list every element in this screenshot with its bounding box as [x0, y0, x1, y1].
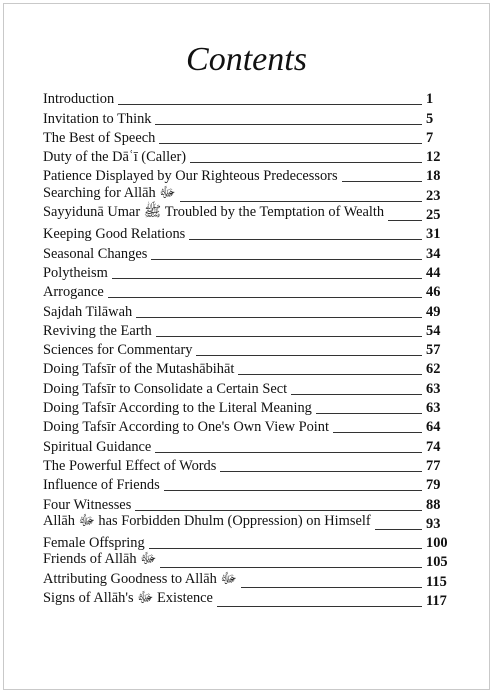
- toc-entry[interactable]: [43, 591, 456, 610]
- toc-entry-page-number: 79: [426, 477, 441, 494]
- toc-entry-page-number: 34: [426, 245, 441, 262]
- toc-entry[interactable]: [43, 224, 456, 243]
- toc-entry[interactable]: [43, 378, 456, 397]
- toc-entry-title: Sayyidunā Umar ﷺ Troubled by the Temptation of Wealth: [43, 204, 385, 221]
- page-title: Contents: [186, 41, 307, 78]
- toc-entry-title: Arrogance: [43, 284, 104, 301]
- toc-entry-title: Doing Tafsīr According to One's Own View Point: [43, 419, 329, 436]
- dot-leader-line: [375, 529, 422, 530]
- toc-entry-page-number: 74: [426, 438, 441, 455]
- dot-leader-line: [217, 606, 422, 607]
- toc-entry-title: Invitation to Think: [43, 110, 152, 127]
- dot-leader-line: [159, 143, 422, 144]
- toc-entry[interactable]: [43, 205, 456, 224]
- toc-entry[interactable]: [43, 243, 456, 262]
- toc-entry[interactable]: [43, 552, 456, 571]
- toc-entry[interactable]: [43, 514, 456, 533]
- toc-entry[interactable]: [43, 282, 456, 301]
- dot-leader-line: [189, 239, 422, 240]
- dot-leader-line: [238, 374, 422, 375]
- toc-entry-title: Spiritual Guidance: [43, 438, 152, 455]
- toc-entry-title: Patience Displayed by Our Righteous Predecessors: [43, 168, 338, 185]
- toc-entry-title: Introduction: [43, 91, 115, 108]
- toc-entry[interactable]: [43, 417, 456, 436]
- dot-leader-line: [342, 181, 422, 182]
- dot-leader-line: [112, 278, 422, 279]
- dot-leader-line: [135, 510, 422, 511]
- toc-entry-page-number: 63: [426, 400, 441, 417]
- dot-leader-line: [156, 336, 422, 337]
- document-page: [3, 3, 490, 690]
- toc-entry-title: Female Offspring: [43, 535, 145, 552]
- dot-leader-line: [164, 490, 422, 491]
- toc-entry-title: Sciences for Commentary: [43, 342, 193, 359]
- toc-entry-page-number: 5: [426, 110, 434, 127]
- toc-entry[interactable]: [43, 436, 456, 455]
- toc-entry-page-number: 44: [426, 264, 441, 281]
- toc-entry-page-number: 117: [426, 593, 447, 610]
- toc-entry-title: Influence of Friends: [43, 477, 160, 494]
- toc-entry-page-number: 105: [426, 554, 448, 571]
- toc-entry[interactable]: [43, 340, 456, 359]
- toc-entry-page-number: 18: [426, 168, 441, 185]
- toc-entry-page-number: 63: [426, 380, 441, 397]
- dot-leader-line: [220, 471, 422, 472]
- toc-entry-title: Four Witnesses: [43, 496, 132, 513]
- toc-entry-title: Duty of the Dāʿī (Caller): [43, 149, 187, 166]
- dot-leader-line: [196, 355, 422, 356]
- toc-entry-title: Seasonal Changes: [43, 245, 148, 262]
- toc-entry-page-number: 88: [426, 496, 441, 513]
- toc-entry-page-number: 57: [426, 342, 441, 359]
- toc-entry-page-number: 23: [426, 187, 441, 204]
- toc-entry-title: Signs of Allāh's ﷻ Existence: [43, 590, 213, 607]
- dot-leader-line: [160, 567, 422, 568]
- toc-entry-page-number: 64: [426, 419, 441, 436]
- dot-leader-line: [108, 297, 422, 298]
- toc-entry[interactable]: [43, 166, 456, 185]
- toc-entry-page-number: 49: [426, 303, 441, 320]
- dot-leader-line: [190, 162, 422, 163]
- toc-entry[interactable]: [43, 128, 456, 147]
- toc-entry[interactable]: [43, 108, 456, 127]
- toc-entry[interactable]: [43, 359, 456, 378]
- dot-leader-line: [316, 413, 422, 414]
- dot-leader-line: [118, 104, 422, 105]
- dot-leader-line: [180, 201, 422, 202]
- toc-entry-title: Allāh ﷻ has Forbidden Dhulm (Oppression) on Himself: [43, 512, 371, 529]
- dot-leader-line: [291, 394, 422, 395]
- toc-entry-page-number: 100: [426, 535, 448, 552]
- dot-leader-line: [333, 432, 422, 433]
- toc-entry-title: Attributing Goodness to Allāh ﷻ: [43, 570, 237, 587]
- toc-entry[interactable]: [43, 89, 456, 108]
- toc-entry-title: Reviving the Earth: [43, 322, 152, 339]
- toc-entry-title: Keeping Good Relations: [43, 226, 186, 243]
- toc-entry-title: Searching for Allāh ﷻ: [43, 184, 176, 201]
- toc-entry[interactable]: [43, 533, 456, 552]
- toc-entry[interactable]: [43, 147, 456, 166]
- toc-entry-page-number: 115: [426, 573, 447, 590]
- toc-entry-page-number: 25: [426, 207, 441, 224]
- toc-entry-title: Doing Tafsīr to Consolidate a Certain Sect: [43, 380, 288, 397]
- dot-leader-line: [136, 317, 422, 318]
- toc-entry[interactable]: [43, 494, 456, 513]
- dot-leader-line: [241, 587, 422, 588]
- toc-entry[interactable]: [43, 571, 456, 590]
- dot-leader-line: [151, 259, 422, 260]
- toc-entry-title: Friends of Allāh ﷻ: [43, 551, 157, 568]
- toc-entry-title: Doing Tafsīr of the Mutashābihāt: [43, 361, 235, 378]
- toc-entry-page-number: 31: [426, 226, 441, 243]
- toc-entry-page-number: 54: [426, 322, 441, 339]
- toc-entry-page-number: 12: [426, 149, 441, 166]
- toc-entry[interactable]: [43, 263, 456, 282]
- toc-entry-title: The Best of Speech: [43, 129, 156, 146]
- dot-leader-line: [388, 220, 422, 221]
- toc-entry-page-number: 7: [426, 129, 434, 146]
- toc-entry-title: Polytheism: [43, 264, 108, 281]
- toc-entry[interactable]: [43, 475, 456, 494]
- toc-entry[interactable]: [43, 185, 456, 204]
- dot-leader-line: [155, 124, 422, 125]
- toc-entry[interactable]: [43, 321, 456, 340]
- toc-entry[interactable]: [43, 398, 456, 417]
- toc-entry-title: The Powerful Effect of Words: [43, 457, 217, 474]
- toc-entry-page-number: 77: [426, 457, 441, 474]
- toc-entry[interactable]: [43, 301, 456, 320]
- toc-entry-title: Doing Tafsīr According to the Literal Meaning: [43, 400, 312, 417]
- toc-entry-page-number: 46: [426, 284, 441, 301]
- toc-entry-page-number: 1: [426, 91, 434, 108]
- table-of-contents: [43, 89, 456, 610]
- dot-leader-line: [149, 548, 422, 549]
- toc-entry-page-number: 93: [426, 515, 441, 532]
- toc-entry-title: Sajdah Tilāwah: [43, 303, 133, 320]
- dot-leader-line: [155, 452, 422, 453]
- toc-entry[interactable]: [43, 456, 456, 475]
- toc-entry-page-number: 62: [426, 361, 441, 378]
